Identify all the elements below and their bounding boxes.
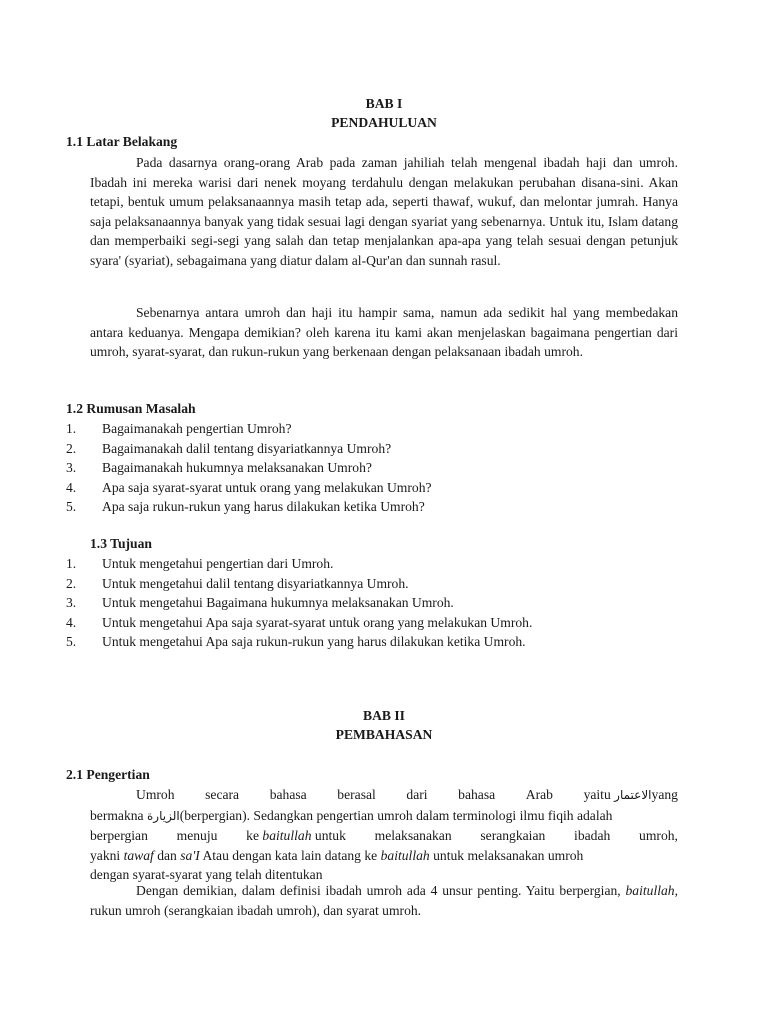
list-number: 5.	[66, 499, 77, 515]
list-item	[66, 632, 532, 652]
word: melaksanakan	[374, 828, 452, 843]
list-number: 2.	[66, 440, 77, 456]
arabic-term: الزيارة	[147, 808, 180, 823]
word-text: yang	[651, 787, 678, 802]
list-number: 1.	[66, 556, 77, 571]
line-text: (berpergian). Sedangkan pengertian umroh dalam terminologi ilmu fiqih adalah	[179, 807, 613, 823]
text-line: dengan syarat-syarat yang telah ditentukan	[90, 867, 323, 882]
section-heading-tujuan: 1.3 Tujuan	[90, 536, 152, 551]
tujuan-list	[66, 554, 532, 652]
word: menuju	[176, 828, 218, 843]
line-text: Atau dengan kata lain datang ke	[199, 847, 381, 863]
line-text: bermakna	[90, 807, 147, 823]
list-text: Untuk mengetahui Apa saja rukun-rukun yang harus dilakukan ketika Umroh.	[102, 634, 526, 650]
word	[246, 826, 346, 846]
chapter-label: BAB II	[363, 708, 405, 723]
word: bahasa	[458, 787, 496, 802]
list-text: Bagaimanakah hukumnya melaksanakan Umroh?	[102, 460, 372, 476]
list-text: Apa saja syarat-syarat untuk orang yang melakukan Umroh?	[102, 479, 432, 495]
list-text: Apa saja rukun-rukun yang harus dilakukan ketika Umroh?	[102, 499, 425, 515]
paragraph-pengertian	[90, 785, 678, 885]
word-text: untuk	[314, 828, 346, 843]
text-line	[90, 826, 678, 846]
text-line	[90, 806, 678, 827]
list-item	[66, 497, 432, 517]
paragraph-latar-2	[90, 303, 678, 362]
list-item	[66, 419, 432, 439]
word	[584, 785, 678, 806]
word: ibadah	[574, 828, 611, 843]
line-text: yakni	[90, 847, 124, 863]
italic-term: baitullah	[625, 883, 675, 898]
list-text: Untuk mengetahui pengertian dari Umroh.	[102, 556, 334, 571]
text-line	[90, 785, 678, 806]
word: Arab	[525, 787, 553, 802]
word-text: yaitu	[583, 787, 611, 802]
list-number: 3.	[66, 595, 77, 611]
chapter-title: PENDAHULUAN	[331, 115, 437, 130]
word: umroh,	[639, 828, 678, 843]
paragraph-pengertian-2	[90, 881, 678, 920]
list-text: Bagaimanakah pengertian Umroh?	[102, 421, 292, 436]
italic-term: baitullah	[380, 847, 430, 863]
list-number: 5.	[66, 634, 77, 650]
chapter-label: BAB I	[365, 96, 403, 111]
list-item	[66, 554, 532, 574]
word: berasal	[337, 787, 376, 802]
list-number: 4.	[66, 479, 77, 495]
list-text: Bagaimanakah dalil tentang disyariatkannya Umroh?	[102, 440, 392, 456]
list-number: 1.	[66, 421, 77, 436]
line-text: , rukun umroh (serangkaian ibadah umroh), dan syarat umroh.	[90, 883, 678, 918]
text-line	[90, 846, 678, 866]
italic-term: sa'I	[180, 847, 200, 863]
list-item	[66, 613, 532, 633]
word: dari	[406, 787, 428, 802]
word: bahasa	[269, 787, 307, 802]
list-item	[66, 478, 432, 498]
paragraph-text: Sebenarnya antara umroh dan haji itu hampir sama, namun ada sedikit hal yang membedakan antara keduanya. Mengapa demikian? oleh karena itu kami akan menjelaskan bagaimana pengertian dari umroh, syarat-syarat, dan rukun-rukun yang berkenaan dengan pelaksanaan ibadah umroh.	[90, 305, 678, 359]
italic-term: tawaf	[123, 847, 154, 863]
list-item	[66, 439, 432, 459]
list-number: 4.	[66, 614, 77, 630]
word: secara	[205, 787, 240, 802]
section-heading-latar-belakang: 1.1 Latar Belakang	[66, 134, 178, 149]
rumusan-list	[66, 419, 432, 517]
word: serangkaian	[480, 828, 546, 843]
word: berpergian	[90, 828, 148, 843]
list-item	[66, 574, 532, 594]
line-text: dan	[153, 847, 181, 863]
paragraph-text: Pada dasarnya orang-orang Arab pada zaman jahiliah telah mengenal ibadah haji dan umroh. Ibadah ini mereka warisi dari nenek moyang terdahulu dengan melakukan perubahan disana-sini. Akan tetapi, bentuk umum pelaksanaannya masih tetap ada, seperti thawaf, wukuf, dan melontar jumrah. Hanya saja pelaksanaannya banyak yang tidak sesuai lagi dengan syariat yang sebenarnya. Untuk itu, Islam datang dan memperbaiki segi-segi yang salah dan tetap menjalankan apa-apa yang telah sesuai dengan petunjuk syara' (syariat), sebagaimana yang diatur dalam al-Qur'an dan sunnah rasul.	[90, 155, 678, 268]
word: Umroh	[136, 787, 175, 802]
arabic-term: الاعتمار	[614, 788, 652, 802]
chapter-title: PEMBAHASAN	[335, 727, 433, 742]
list-number: 3.	[66, 460, 77, 476]
section-heading-rumusan-masalah: 1.2 Rumusan Masalah	[66, 401, 196, 416]
list-number: 2.	[66, 575, 77, 591]
italic-term: baitullah	[262, 828, 312, 843]
line-text: untuk melaksanakan umroh	[429, 847, 584, 863]
list-text: Untuk mengetahui Bagaimana hukumnya melaksanakan Umroh.	[102, 595, 454, 611]
list-item	[66, 458, 432, 478]
line-text: Dengan demikian, dalam definisi ibadah umroh ada 4 unsur penting. Yaitu berpergian,	[136, 883, 626, 898]
list-text: Untuk mengetahui dalil tentang disyariatkannya Umroh.	[102, 575, 409, 591]
paragraph-latar-1	[90, 153, 678, 270]
section-heading-pengertian: 2.1 Pengertian	[66, 767, 150, 782]
list-item	[66, 593, 532, 613]
list-text: Untuk mengetahui Apa saja syarat-syarat untuk orang yang melakukan Umroh.	[102, 614, 533, 630]
word-text: ke	[246, 828, 259, 843]
